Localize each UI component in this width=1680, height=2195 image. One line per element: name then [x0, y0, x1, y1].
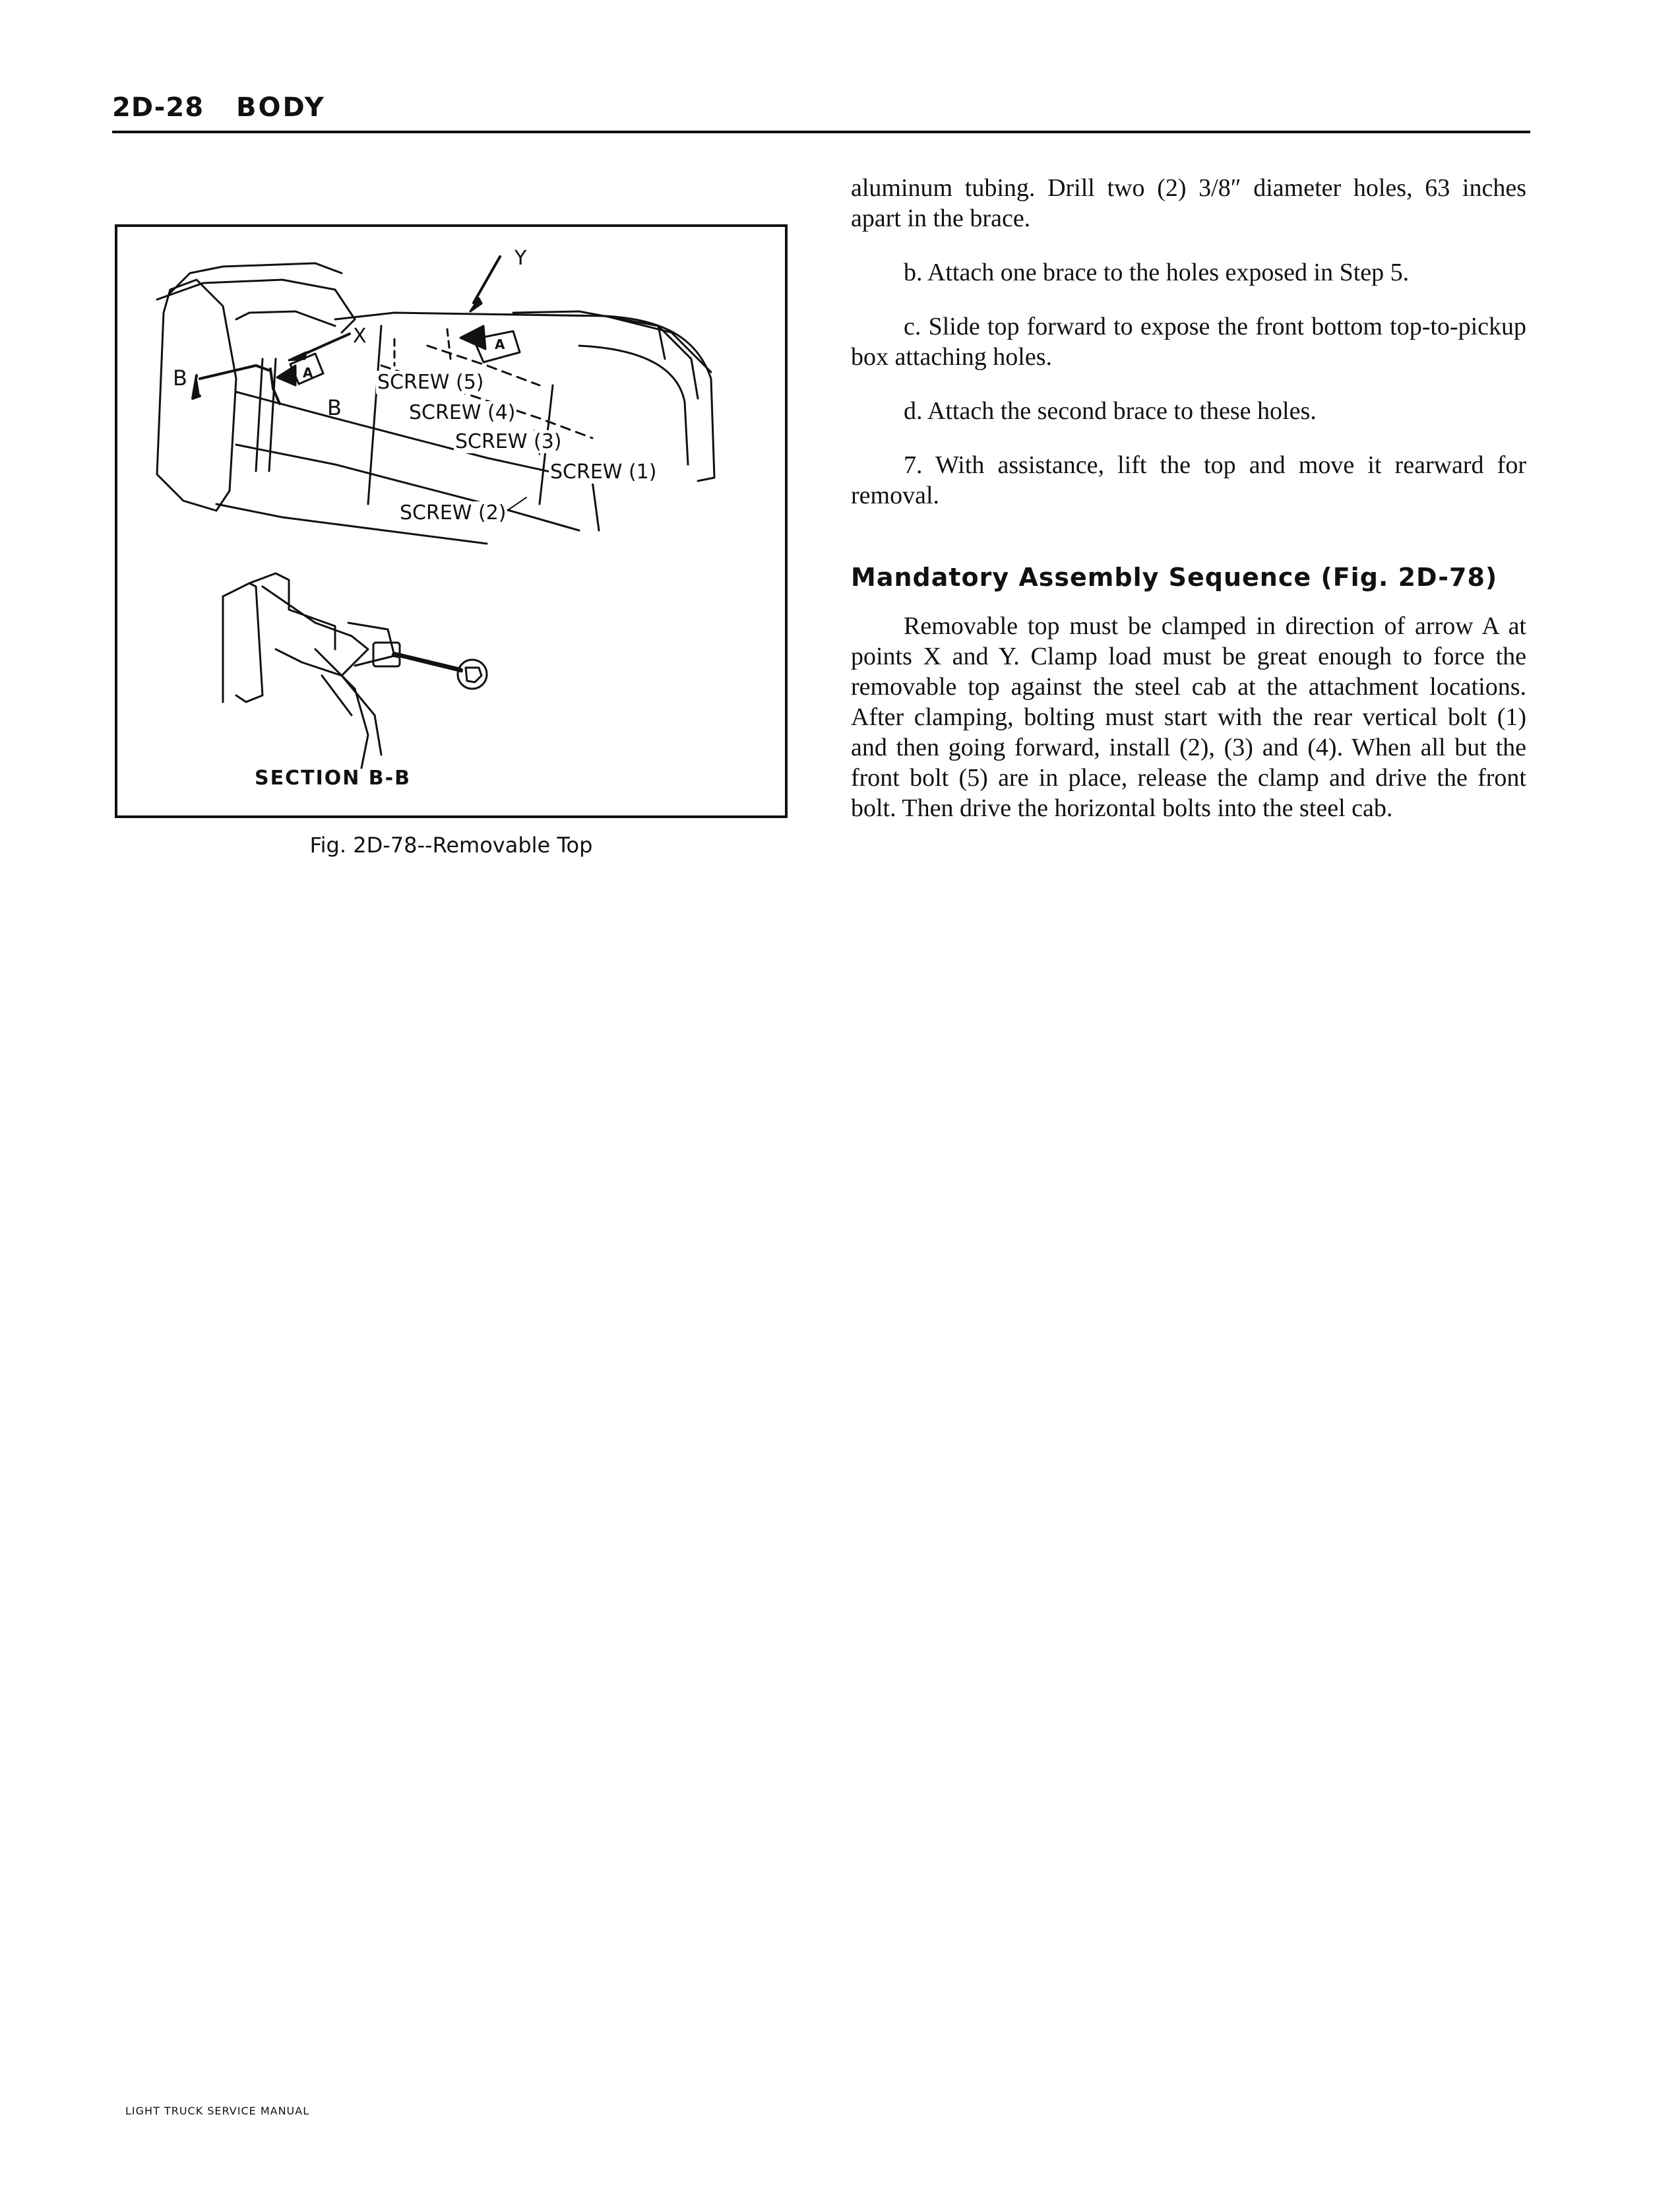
paragraph-assembly-sequence: Removable top must be clamped in direction of arrow A at points X and Y. Clamp load must be great enough to force the removable top against the steel cab at the attachment locations. After clamping, bolting must start with the rear vertical bolt (1) and then going forward, install (2), (3) and (4). When all but the front bolt (5) are in place, release the clamp and drive the front bolt. Then drive the horizontal bolts into the steel cab.: [851, 612, 1526, 822]
label-screw-1: SCREW (1): [550, 461, 657, 484]
figure-removable-top: [115, 224, 788, 818]
label-y: Y: [514, 247, 527, 270]
label-screw-3: SCREW (3): [455, 430, 562, 453]
paragraph-step-b: b. Attach one brace to the holes exposed in Step 5.: [904, 259, 1410, 286]
label-a-left: A: [303, 365, 313, 381]
paragraph-step-7: 7. With assistance, lift the top and move it rearward for removal.: [851, 451, 1526, 509]
label-b-lower: B: [327, 395, 342, 420]
label-screw-5: SCREW (5): [377, 371, 484, 394]
label-screw-2: SCREW (2): [400, 501, 507, 525]
paragraph-step-c: c. Slide top forward to expose the front bottom top-to-pickup box attaching holes.: [851, 313, 1526, 371]
label-a-right: A: [495, 336, 505, 352]
section-heading: Mandatory Assembly Sequence (Fig. 2D-78): [851, 563, 1498, 592]
figure-caption: Fig. 2D-78--Removable Top: [309, 833, 593, 858]
page-header: [112, 92, 1530, 133]
page-footer: LIGHT TRUCK SERVICE MANUAL: [125, 2105, 310, 2117]
label-screw-4: SCREW (4): [409, 401, 516, 424]
text-column: [851, 173, 1526, 847]
paragraph-aluminum-tubing: aluminum tubing. Drill two (2) 3/8″ diameter holes, 63 inches apart in the brace.: [851, 174, 1526, 232]
section-number: 2D-28: [112, 92, 204, 123]
label-section-bb: SECTION B-B: [255, 767, 411, 790]
section-title: BODY: [236, 92, 326, 123]
label-b-left: B: [173, 366, 187, 391]
label-x: X: [353, 325, 367, 348]
paragraph-step-d: d. Attach the second brace to these holes.: [904, 397, 1317, 425]
